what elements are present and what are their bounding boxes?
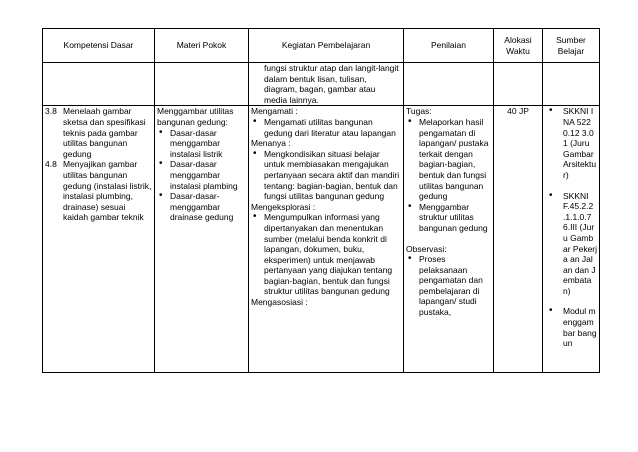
cell-penilaian (404, 106, 494, 373)
syllabus-table (42, 28, 600, 373)
list-item: • SKKNI F.45.2.2 .1.1.0.7 6.III (Juru Gambar Pekerja an Jalan dan Jembatan) (563, 191, 597, 297)
sumber-list (545, 106, 597, 348)
header-materi-pokok: Materi Pokok (155, 29, 249, 63)
header-alokasi-waktu: Alokasi Waktu (494, 29, 543, 63)
cell-kegiatan-continued (249, 63, 404, 106)
materi-intro: Menggambar utilitas bangunan gedung: (157, 106, 234, 127)
mengamati-label: Mengamati : (251, 106, 298, 117)
table-row (43, 106, 600, 373)
materi-list (157, 128, 246, 223)
list-item: • Mengamati utilitas bangunan gedung dari literatur atau lapangan (264, 117, 401, 138)
cell-alokasi-waktu (494, 106, 543, 373)
observasi-label: Observasi: (406, 243, 447, 254)
list-item: • Mengkondisikan situasi belajar untuk membiasakan mengajukan pertanyaan secara aktif dan mandiri tentang: bagian-bagian, bentuk dan fungsi utilitas bangunan gedung (264, 149, 401, 202)
list-item: • Dasar-dasar menggambar instalasi listrik (170, 128, 246, 160)
header-kegiatan-pembelajaran: Kegiatan Pembelajaran (249, 29, 404, 63)
header-sumber-belajar: Sumber Belajar (543, 29, 600, 63)
cell-sumber-belajar (543, 106, 600, 373)
mengamati-list (251, 117, 401, 138)
cell-sumber-empty (543, 63, 600, 106)
table-header-row (43, 29, 600, 63)
cell-kegiatan-pembelajaran (249, 106, 404, 373)
list-item: • Melaporkan hasil pengamatan di lapangan/ pustaka terkait dengan bagian-bagian, bentuk dan fungsi utilitas bangunan gedung (419, 117, 491, 202)
alokasi-value: 40 JP (507, 106, 529, 117)
kd-number: 3.8 (45, 106, 57, 117)
kegiatan-continued-text: fungsi struktur atap dan langit-langit dalam bentuk lisan, tulisan, diagram, bagan, gambar atau media lainnya. (264, 63, 399, 105)
cell-materi-empty (155, 63, 249, 106)
list-item: • Mengumpulkan informasi yang dipertanyakan dan menentukan sumber (melalui benda konkrit di lapangan, dokumen, buku, eksperimen) untuk menjawab pertanyaan yang diajukan tentang bagian-bagian, bentuk dan fungsi struktur utilitas bangunan gedung (264, 212, 401, 297)
kd-item-3-8 (45, 106, 152, 159)
menanya-list (251, 149, 401, 202)
list-item: • Dasar-dasar menggambar instalasi plambing (170, 159, 246, 191)
kd-list (45, 106, 152, 223)
tugas-list (406, 117, 491, 234)
cell-penilaian-empty (404, 63, 494, 106)
mengeksplorasi-label: Mengeksplorasi : (251, 201, 316, 212)
observasi-list (406, 254, 491, 318)
header-penilaian: Penilaian (404, 29, 494, 63)
cell-alokasi-empty (494, 63, 543, 106)
cell-materi-pokok (155, 106, 249, 373)
menanya-label: Menanya : (251, 138, 291, 149)
header-kompetensi-dasar: Kompetensi Dasar (43, 29, 155, 63)
list-item: • SKKNI INA 5220.12 3.01 (Juru Gambar Arsitektur) (563, 106, 597, 180)
list-item: • Modul menggambar bangun (563, 306, 597, 348)
kd-text: Menyajikan gambar utilitas bangunan gedung (instalasi listrik, instalasi plumbing, drainase) sesuai kaidah gambar teknik (63, 159, 152, 223)
table-row (43, 63, 600, 106)
list-item: • Menggambar struktur utilitas bangunan gedung (419, 202, 491, 234)
mengeksplorasi-list (251, 212, 401, 297)
kd-item-4-8 (45, 159, 152, 223)
kd-number: 4.8 (45, 159, 57, 170)
kd-text: Menelaah gambar sketsa dan spesifikasi teknis pada gambar utilitas bangunan gedung (63, 106, 146, 159)
list-item: • Proses pelaksanaan pengamatan dan pembelajaran di lapangan/ studi pustaka, (419, 254, 491, 318)
mengasosiasi-label: Mengasosiasi : (251, 297, 308, 308)
cell-kd-empty (43, 63, 155, 106)
tugas-label: Tugas: (406, 106, 432, 117)
list-item: • Dasar-dasar-menggambar drainase gedung (170, 191, 246, 223)
cell-kompetensi-dasar (43, 106, 155, 373)
